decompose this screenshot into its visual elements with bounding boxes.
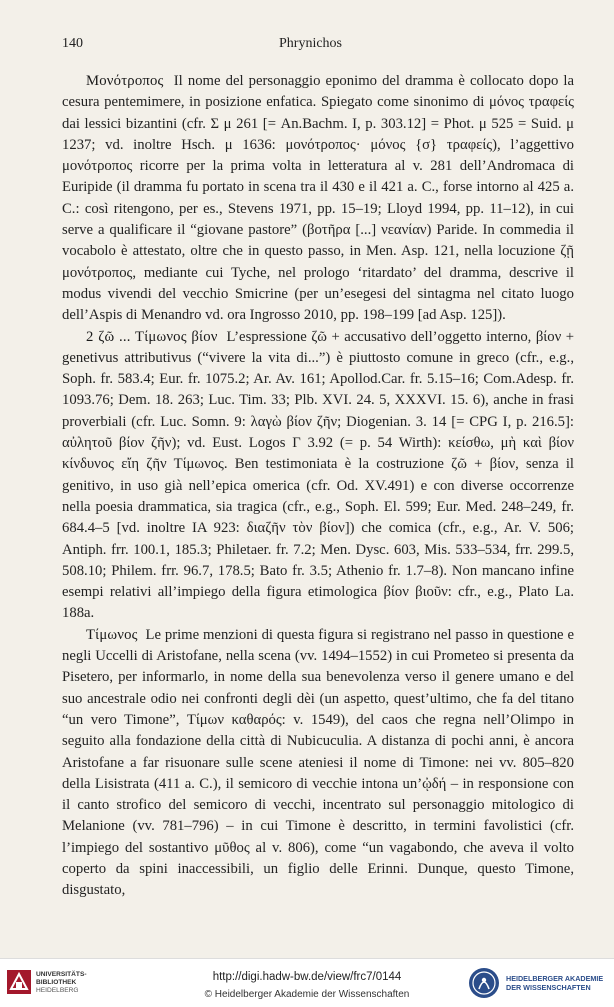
- page-number: 140: [62, 36, 83, 51]
- paragraph-zo-bion: [62, 327, 574, 625]
- paragraph-timonos: [62, 625, 574, 902]
- permalink-url[interactable]: http://digi.hadw-bw.de/view/frc7/0144: [212, 971, 402, 983]
- lemma: Τίμωνος: [86, 626, 138, 643]
- logo-line: BIBLIOTHEK: [36, 979, 77, 986]
- lemma: 2 ζῶ ... Τίμωνος βίον: [86, 328, 218, 345]
- academy-logo[interactable]: [468, 967, 608, 1001]
- commentary-body: [62, 71, 574, 902]
- logo-line: DER WISSENSCHAFTEN: [506, 983, 591, 992]
- paragraph-text: Le prime menzioni di questa figura si registrano nel passo in questione e negli Uccelli di Aristofane, nella scena (vv. 1494–1552) in cui Prometeo si presenta da Pisetero, per informarlo, in nome della sua benevolenza verso il genere umano e del suo ancestrale odio nei confronti degli dèi (un aspetto, quest’ultimo, che fa del titano “un vero Timone”, Τίμων καθαρός: v. 1549), del caos che regna nell’Olimpo in seguito alla fondazione della città di Nubicuculia. A distanza di pochi anni, è ancora Aristofane a far risuonare sulle scene ateniesi il nome di Timone: nei vv. 805–820 della Lisistrata (411 a. C.), il semicoro di vecchie intona un’ᾠδή – in responsione con il canto strofico del semicoro di vecchi, incentrato sul personaggio mitologico di Melanione (vv. 781–796) – in cui Timone è descritto, in termini favolistici (cfr. l’impiego del sostantivo μῦθος al v. 806), come “un vagabondo, che aveva il volto coperto da spini inaccessibili, un figlio delle Erinni. Dunque, questo Timone, disgustato,: [62, 626, 574, 899]
- paragraph-monotropos: [62, 71, 574, 327]
- academy-seal-icon: [468, 967, 500, 999]
- paragraph-text: Il nome del personaggio eponimo del dramma è collocato dopo la cesura pentemimere, in posizione enfatica. Spiegato come sinonimo di μόνος τραφείς dai lessici bizantini (cfr. Σ μ 261 [= An.Bachm. I, p. 303.12] = Phot. μ 525 = Suid. μ 1237; vd. inoltre Hsch. μ 1636: μονότροπος· μόνος {σ} τραφείς), l’aggettivo μονότροπος ricorre per la prima volta in letteratura al v. 281 dell’Andromaca di Euripide (il dramma fu portato in scena tra il 430 e il 421 a. C., forse intorno al 425 a. C.: così ritengono, per es., Stevens 1971, pp. 15–19; Lloyd 1994, pp. 11–12), in cui serve a qualificare il “giovane pastore” (βοτῆρα [...] νεανίαν) Paride. In commedia il vocabolo è attestato, oltre che in questo passo, in Men. Asp. 121, nella locuzione ζῇ μονότροπος, mediante cui Tyche, nel prologo ‘ritardato’ del dramma, descrive il modus vivendi del vecchio Smicrine (per un’esegesi del sintagma nel citato luogo dell’Aspis di Menandro vd. ora Ingrosso 2010, pp. 198–199 [ad Asp. 125]).: [62, 73, 575, 324]
- logo-line: HEIDELBERGER AKADEMIE: [506, 974, 604, 983]
- logo-line: UNIVERSITÄTS-: [36, 971, 87, 978]
- lemma: Μονότροπος: [86, 73, 164, 89]
- copyright-notice: © Heidelberger Akademie der Wissenschaften: [204, 989, 410, 1000]
- paragraph-text: L’espressione ζῶ + accusativo dell’oggetto interno, βίον + genetivus attributivus (“vivere la vita di...”) è piuttosto comune in greco (cfr., e.g., Soph. fr. 583.4; Eur. fr. 1075.2; Ar. Av. 161; Apollod.Car. fr. 5.15–16; Com.Adesp. fr. 1093.76; Dem. 18. 263; Luc. Tim. 33; Plb. XVI. 24. 5, XXXVI. 15. 6), anche in frasi proverbiali (cfr. Luc. Somn. 9: λαγὼ βίον ζῆν; Diogenian. 3. 14 [= CPG I, p. 216.5]: αὐλητοῦ βίον ζῆν); vd. Eust. Logos Γ 3.92 (= p. 54 Wirth): κείσθω, μὴ καὶ βίον κίνδυνος εἴη ζῆν Τίμωνος. Ben testimoniata è la costruzione ζῶ + βίον, senza il genitivo, in uso già nell’epica omerica (cfr. Od. XV.491) e con diverse occorrenze nella poesia drammatica, sia tragica (cfr., e.g., Soph. El. 599; Eur. Med. 248–249, fr. 684.4–5 [vd. inoltre IA 923: διαζῆν τὸν βίον]) che comica (cfr., e.g., Ar. V. 506; Antiph. frr. 100.1, 185.3; Philetaer. fr. 7.2; Men. Dysc. 603, Mis. 533–534, frr. 299.5, 508.10; Philem. frr. 96.7, 178.5; Bato fr. 3.5; Athenio fr. 1.7–8). Non mancano infine esempi relativi all’impiego della figura etimologica βίον βιοῦν: cfr., e.g., Plato La. 188a.: [62, 328, 574, 622]
- logo-line: HEIDELBERG: [36, 987, 79, 994]
- page-header: [62, 36, 559, 56]
- viewer-footer: [0, 958, 614, 1007]
- running-title: Phrynichos: [279, 36, 342, 51]
